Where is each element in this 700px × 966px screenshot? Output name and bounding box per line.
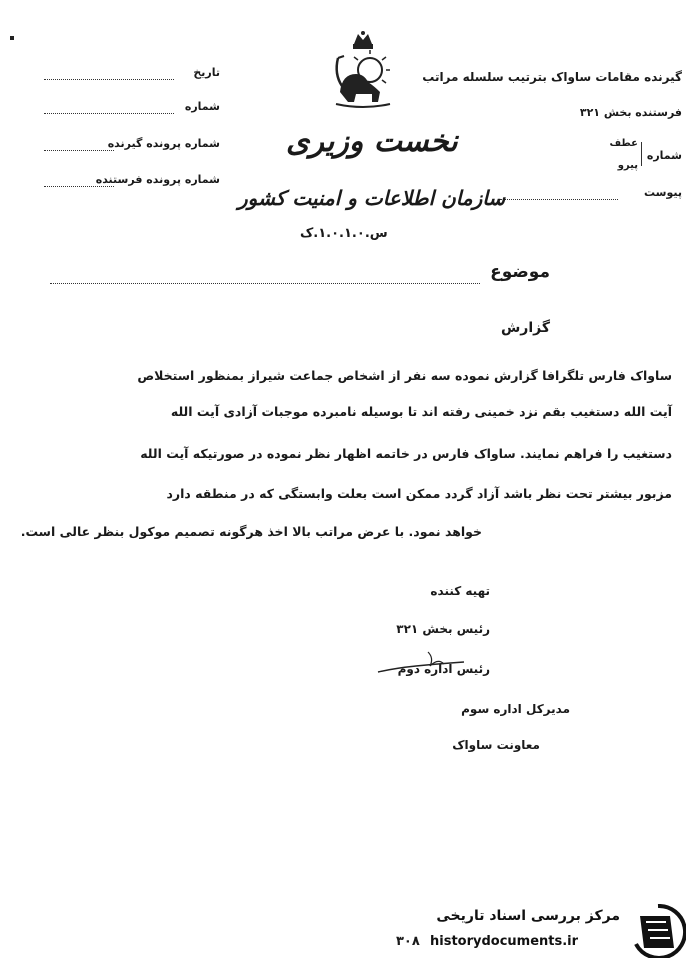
left-number-field: شماره (184, 100, 220, 113)
sender-file-field: شماره پرونده فرستنده (95, 173, 220, 186)
number-brace (641, 142, 646, 166)
attachment-dots (500, 198, 618, 200)
recipient-field: گیرنده مقامات ساواک بترتیب سلسله مراتب (422, 70, 682, 84)
left-number-dots (44, 112, 174, 114)
subject-dots (50, 282, 480, 284)
body-line-2: آیت الله دستغیب بقم نزد خمینی رفته اند تا بوسیله نامبرده موجبات آزادی آیت الله (170, 404, 672, 419)
attachment-field: پیوست (644, 186, 682, 199)
date-dots (44, 78, 174, 80)
number-sub-reference: عطف (609, 138, 638, 149)
lion-and-sun-emblem-icon (318, 30, 408, 110)
report-title: گزارش (500, 320, 550, 336)
general-director-label: مدیرکل اداره سوم (461, 702, 570, 716)
org-title-prime-ministry: نخست وزیری (286, 124, 458, 159)
prepared-by-label: تهیه کننده (430, 584, 490, 598)
corner-mark (10, 36, 14, 40)
body-line-5: خواهد نمود. با عرض مراتب بالا اخذ هرگونه تصمیم موکول بنظر عالی است. (20, 524, 482, 539)
section-head-label: رئیس بخش ۳۲۱ (396, 622, 490, 636)
recipient-file-field: شماره پرونده گیرنده (107, 137, 220, 150)
recipient-file-dots (44, 149, 114, 151)
number-field-label: شماره (646, 149, 682, 162)
date-field: تاریخ (193, 66, 220, 79)
number-sub-followup: پیرو (617, 160, 638, 171)
body-line-3: دستغیب را فراهم نمایند. ساواک فارس در خاتمه اظهار نظر نموده در صورتیکه آیت الله (140, 446, 672, 461)
deputy-label: معاونت ساواک (452, 738, 540, 752)
body-line-4: مزبور بیشتر تحت نظر باشد آزاد گردد ممکن است بعلت وابستگی که در منطقه دارد (166, 486, 672, 501)
archive-logo-icon (630, 904, 686, 958)
org-title-savak: سازمان اطلاعات و امنیت کشور (238, 186, 506, 210)
body-line-1: ساواک فارس تلگرافا گزارش نموده سه نفر از اشخاص جماعت شیراز بمنظور استخلاص (137, 368, 672, 383)
archive-name: مرکز بررسی اسناد تاریخی (436, 908, 620, 924)
subject-label: موضوع (490, 262, 550, 282)
archive-url: historydocuments.ir (430, 934, 579, 949)
dept-head-label: رئیس اداره دوم (397, 662, 490, 676)
sender-file-dots (44, 185, 114, 187)
org-code: س.۱.۰.۱.۰.ک (300, 226, 388, 241)
sender-field: فرستنده بخش ۳۲۱ (579, 106, 682, 119)
handwritten-signature-icon (376, 648, 466, 678)
doc-number-fragment: ۳۰۸ (396, 934, 420, 949)
